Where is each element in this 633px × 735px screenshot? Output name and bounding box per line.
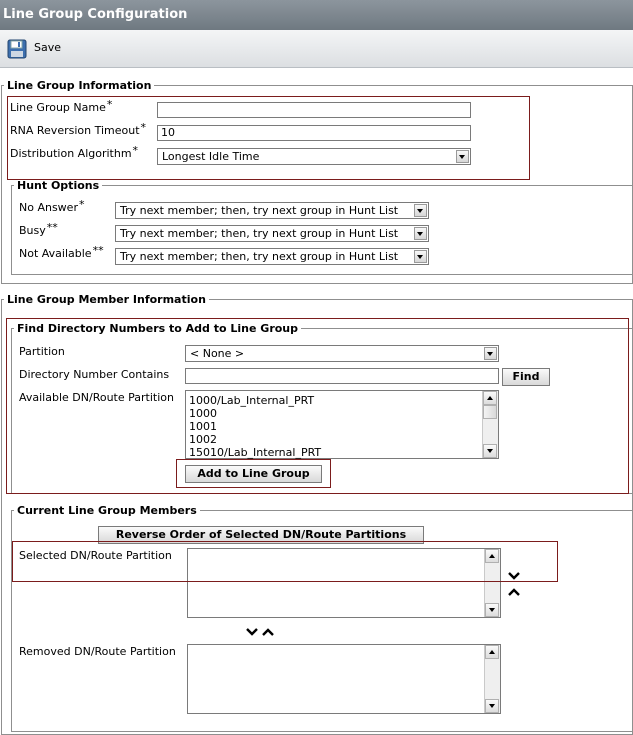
section-legend: Current Line Group Members: [17, 504, 197, 517]
busy-select[interactable]: Try next member; then, try next group in Hunt List: [115, 225, 429, 242]
move-to-selected-icon[interactable]: [262, 627, 274, 637]
list-item[interactable]: 1000/Lab_Internal_PRT: [189, 394, 315, 407]
find-button[interactable]: Find: [502, 368, 550, 386]
not-available-label: Not Available**: [19, 244, 104, 260]
list-item[interactable]: 15010/Lab_Internal_PRT: [189, 446, 322, 459]
line-group-name-label: Line Group Name*: [10, 98, 113, 114]
scroll-up-icon[interactable]: [485, 645, 499, 659]
page-title: Line Group Configuration: [0, 0, 633, 30]
rna-reversion-timeout-input[interactable]: 10: [157, 125, 471, 141]
scroll-down-icon[interactable]: [485, 699, 499, 713]
save-button[interactable]: Save: [34, 41, 62, 54]
distribution-algorithm-select[interactable]: Longest Idle Time: [157, 148, 471, 165]
floppy-disk-icon[interactable]: [7, 39, 27, 59]
list-item[interactable]: 1002: [189, 433, 217, 446]
add-to-line-group-button[interactable]: Add to Line Group: [185, 465, 322, 483]
section-legend: Hunt Options: [17, 179, 100, 192]
toolbar: [0, 30, 633, 68]
not-available-select[interactable]: Try next member; then, try next group in Hunt List: [115, 248, 429, 265]
move-up-icon[interactable]: [508, 587, 520, 597]
partition-select[interactable]: < None >: [185, 345, 499, 362]
scroll-down-icon[interactable]: [485, 603, 499, 617]
scrollbar[interactable]: [484, 645, 500, 713]
distribution-algorithm-label: Distribution Algorithm*: [10, 144, 139, 160]
selected-dn-route-partition-label: Selected DN/Route Partition: [19, 549, 172, 562]
section-legend: Line Group Information: [7, 79, 152, 92]
busy-label: Busy**: [19, 221, 58, 237]
reverse-order-button[interactable]: Reverse Order of Selected DN/Route Partitions: [98, 526, 424, 544]
highlight-box-find-dn: [6, 318, 629, 494]
chevron-down-icon[interactable]: [414, 227, 427, 240]
removed-dn-route-partition-label: Removed DN/Route Partition: [19, 645, 176, 658]
highlight-box-selected-dn: [12, 541, 558, 582]
available-dn-route-partition-label: Available DN/Route Partition: [19, 391, 174, 404]
section-legend: Find Directory Numbers to Add to Line Group: [17, 322, 298, 335]
list-item[interactable]: 1000: [189, 407, 217, 420]
no-answer-select[interactable]: Try next member; then, try next group in Hunt List: [115, 202, 429, 219]
no-answer-label: No Answer*: [19, 198, 85, 214]
directory-number-contains-label: Directory Number Contains: [19, 368, 170, 381]
chevron-down-icon[interactable]: [414, 204, 427, 217]
highlight-box-line-group-info: [7, 96, 530, 180]
partition-label: Partition: [19, 345, 65, 358]
removed-dn-listbox[interactable]: [187, 644, 501, 714]
move-to-removed-icon[interactable]: [246, 627, 258, 637]
list-item[interactable]: 1001: [189, 420, 217, 433]
section-legend: Line Group Member Information: [7, 293, 206, 306]
chevron-down-icon[interactable]: [414, 250, 427, 263]
rna-reversion-timeout-label: RNA Reversion Timeout*: [10, 121, 147, 137]
